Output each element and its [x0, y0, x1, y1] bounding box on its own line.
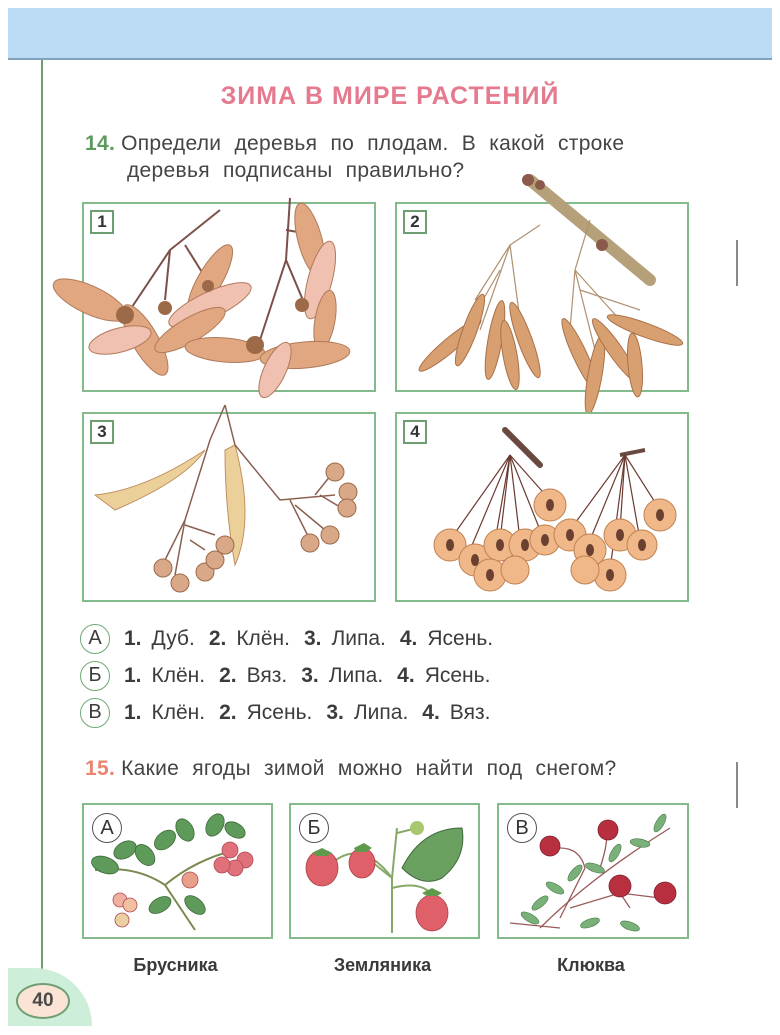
berry-letter: В	[507, 813, 537, 843]
picture-label: 1	[90, 210, 114, 234]
item-number: 3.	[326, 700, 344, 724]
answer-options	[80, 620, 507, 731]
wild-strawberry-illustration	[292, 808, 477, 936]
item-number: 3.	[301, 663, 319, 687]
header-band	[8, 8, 772, 60]
item-number: 4.	[422, 700, 440, 724]
berry-caption: Клюква	[557, 955, 625, 975]
picture-label: 3	[90, 420, 114, 444]
tree-name: Клён.	[151, 663, 206, 687]
cranberry-illustration	[500, 808, 685, 936]
tree-name: Ясень.	[246, 700, 313, 724]
question-text: Какие ягоды зимой можно найти под снегом?	[121, 757, 617, 780]
option-letter[interactable]: А	[80, 624, 110, 654]
elm-samaras-illustration	[420, 420, 680, 600]
page-number: 40	[16, 983, 70, 1019]
picture-label: 4	[403, 420, 427, 444]
tree-name: Ясень.	[424, 663, 491, 687]
task-15-question	[85, 755, 705, 782]
margin-mark	[736, 762, 738, 808]
margin-line	[41, 60, 43, 995]
option-a[interactable]	[80, 620, 507, 657]
item-number: 1.	[124, 663, 142, 687]
task-number: 15.	[85, 757, 116, 780]
item-number: 1.	[124, 626, 142, 650]
ash-samaras-illustration	[400, 170, 690, 420]
item-number: 2.	[219, 663, 237, 687]
item-number: 3.	[303, 626, 322, 650]
option-letter[interactable]: Б	[80, 661, 110, 691]
tree-name: Клён.	[151, 700, 206, 724]
berry-caption: Земляника	[333, 955, 432, 975]
item-number: 1.	[124, 700, 142, 724]
berry-caption: Брусника	[133, 955, 218, 975]
page-title: ЗИМА В МИРЕ РАСТЕНИЙ	[220, 82, 560, 110]
tree-name: Липа.	[331, 626, 386, 650]
lingonberry-illustration	[85, 810, 270, 935]
item-number: 4.	[397, 663, 415, 687]
item-number: 2.	[219, 700, 237, 724]
margin-mark	[736, 240, 738, 286]
item-number: 2.	[208, 626, 227, 650]
question-text-line1: Определи деревья по плодам. В какой строке	[121, 132, 625, 155]
picture-label: 2	[403, 210, 427, 234]
question-text-line2: деревья подписаны правильно?	[127, 159, 465, 182]
berry-letter: Б	[299, 813, 329, 843]
option-letter[interactable]: В	[80, 698, 110, 728]
linden-fruits-illustration	[85, 400, 375, 600]
option-v[interactable]	[80, 694, 507, 731]
maple-samaras-illustration	[50, 190, 370, 410]
tree-name: Вяз.	[449, 700, 491, 724]
berry-letter: А	[92, 813, 122, 843]
tree-name: Дуб.	[151, 626, 195, 650]
task-number: 14.	[85, 132, 116, 155]
tree-name: Клён.	[236, 626, 290, 650]
tree-name: Липа.	[328, 663, 384, 687]
tree-name: Ясень.	[427, 626, 494, 650]
tree-name: Липа.	[353, 700, 409, 724]
tree-name: Вяз.	[246, 663, 288, 687]
option-b[interactable]	[80, 657, 507, 694]
item-number: 4.	[399, 626, 418, 650]
